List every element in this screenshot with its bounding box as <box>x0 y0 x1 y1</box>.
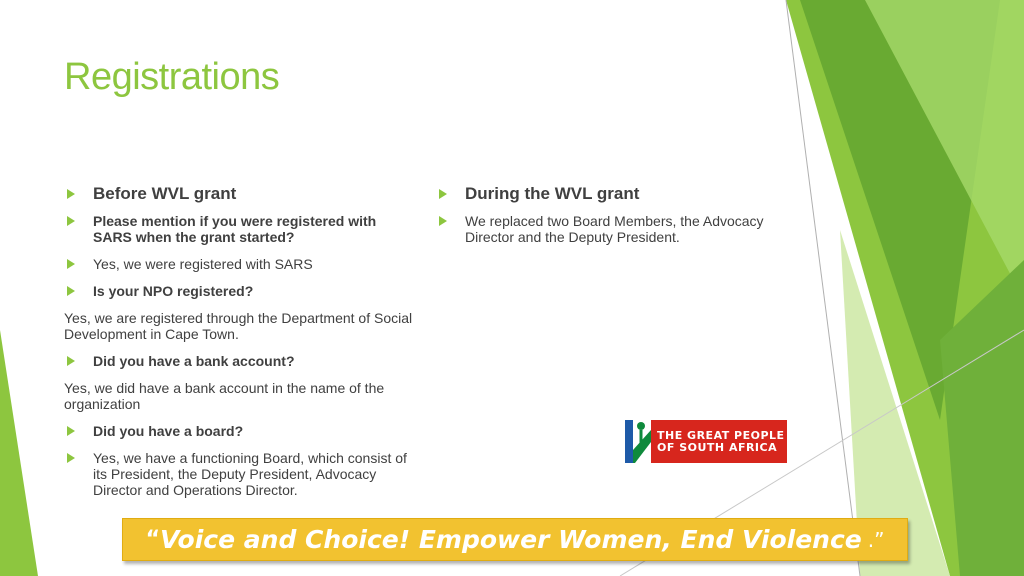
question-sars <box>64 213 414 245</box>
arrow-bullet-icon <box>439 189 447 199</box>
left-heading <box>64 184 414 204</box>
answer-board <box>64 450 414 498</box>
logo-line-2: OF SOUTH AFRICA <box>657 440 778 454</box>
arrow-bullet-icon <box>67 453 75 463</box>
arrow-bullet-icon <box>67 286 75 296</box>
question-npo <box>64 283 414 299</box>
logo-line-1: THE GREAT PEOPLE <box>657 428 785 442</box>
answer-sars-text: Yes, we were registered with SARS <box>93 256 313 272</box>
right-heading <box>436 184 796 204</box>
answer-bank: Yes, we did have a bank account in the name of the organization <box>64 380 385 412</box>
board-change <box>436 213 796 245</box>
close-quote: .” <box>867 527 885 552</box>
question-bank <box>64 353 414 369</box>
right-column <box>436 184 796 256</box>
slide-title: Registrations <box>64 56 280 98</box>
arrow-bullet-icon <box>67 426 75 436</box>
left-column <box>64 184 414 509</box>
great-people-logo <box>625 420 787 463</box>
right-heading-text: During the WVL grant <box>465 184 640 203</box>
open-quote: “ <box>145 527 161 552</box>
flag-figure-icon <box>625 420 651 463</box>
question-npo-text: Is your NPO registered? <box>93 283 254 299</box>
slogan-banner <box>122 518 908 561</box>
arrow-bullet-icon <box>67 356 75 366</box>
arrow-bullet-icon <box>67 216 75 226</box>
answer-board-text: Yes, we have a functioning Board, which consist of its President, the Deputy President, Advocacy Director and Operations Director. <box>93 450 407 498</box>
slogan-text: Voice and Choice! Empower Women, End Violence <box>160 525 862 554</box>
left-green-shape <box>0 330 38 576</box>
answer-sars <box>64 256 414 272</box>
logo-text <box>651 430 785 454</box>
arrow-bullet-icon <box>439 216 447 226</box>
arrow-bullet-icon <box>67 259 75 269</box>
question-board <box>64 423 414 439</box>
answer-npo: Yes, we are registered through the Department of Social Development in Cape Town. <box>64 310 413 342</box>
arrow-bullet-icon <box>67 189 75 199</box>
question-board-text: Did you have a board? <box>93 423 244 439</box>
board-change-text: We replaced two Board Members, the Advocacy Director and the Deputy President. <box>465 213 764 245</box>
question-bank-text: Did you have a bank account? <box>93 353 295 369</box>
left-heading-text: Before WVL grant <box>93 184 237 203</box>
question-sars-text: Please mention if you were registered with SARS when the grant started? <box>93 213 377 245</box>
